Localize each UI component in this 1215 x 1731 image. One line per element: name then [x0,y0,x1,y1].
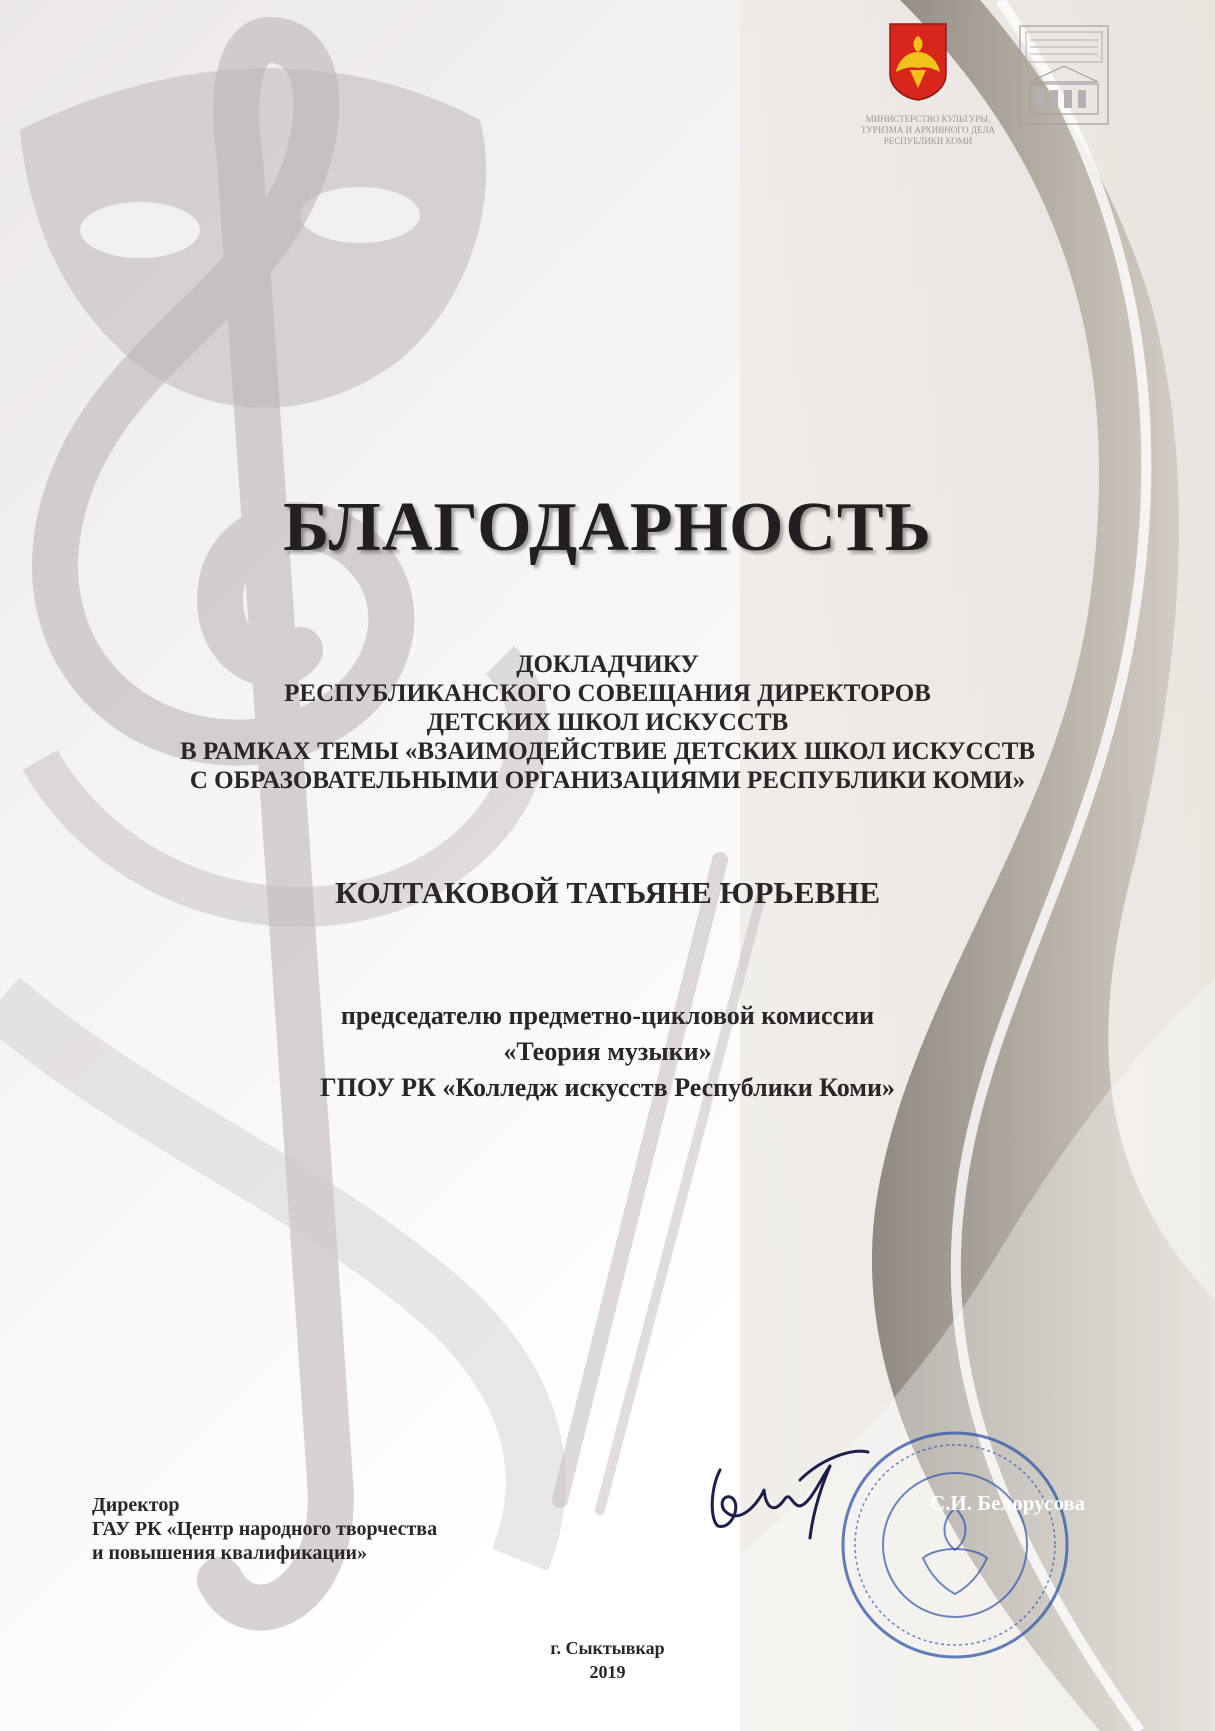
brush-1 [560,860,720,1500]
certificate-subtitle [100,650,1115,795]
ministry-name [838,114,1018,147]
subtitle-line: В РАМКАХ ТЕМЫ «ВЗАИМОДЕЙСТВИЕ ДЕТСКИХ ШКОЛ ИСКУССТВ [179,738,1036,765]
subtitle-line: С ОБРАЗОВАТЕЛЬНЫМИ ОРГАНИЗАЦИЯМИ РЕСПУБЛИКИ КОМИ» [189,767,1026,794]
mask-eye-left [80,202,200,258]
footer-city: г. Сыктывкар [550,1638,665,1658]
folk-art-center-logo-icon [1016,24,1112,126]
official-stamp-icon [838,1428,1072,1662]
recipient-position [0,998,1215,1106]
komi-coat-of-arms-icon [888,22,948,102]
signatory-line: и повышения квалификации» [92,1542,367,1564]
signatory-name: С.И. Белорусова [930,1491,1086,1515]
signature-icon [700,1430,870,1540]
position-line: «Теория музыки» [503,1037,712,1066]
position-line: председателю предметно-цикловой комиссии [340,1001,875,1030]
footer [0,1636,1215,1684]
position-line: ГПОУ РК «Колледж искусств Республики Коми» [320,1073,895,1102]
subtitle-line: РЕСПУБЛИКАНСКОГО СОВЕЩАНИЯ ДИРЕКТОРОВ [284,680,931,707]
signatory-line: Директор [92,1494,180,1516]
subtitle-line: ДЕТСКИХ ШКОЛ ИСКУССТВ [426,709,789,736]
ministry-line: РЕСПУБЛИКИ КОМИ [883,136,973,146]
ministry-line: ТУРИЗМА И АРХИВНОГО ДЕЛА [860,125,996,135]
subtitle-line: ДОКЛАДЧИКУ [516,651,699,678]
ministry-line: МИНИСТЕРСТВО КУЛЬТУРЫ, [865,114,991,124]
certificate-title: БЛАГОДАРНОСТЬ [283,489,932,566]
recipient-name: КОЛТАКОВОЙ ТАТЬЯНЕ ЮРЬЕВНЕ [334,875,881,910]
footer-year: 2019 [589,1662,626,1682]
signatory-line: ГАУ РК «Центр народного творчества [92,1518,438,1540]
signatory-block [92,1493,512,1565]
